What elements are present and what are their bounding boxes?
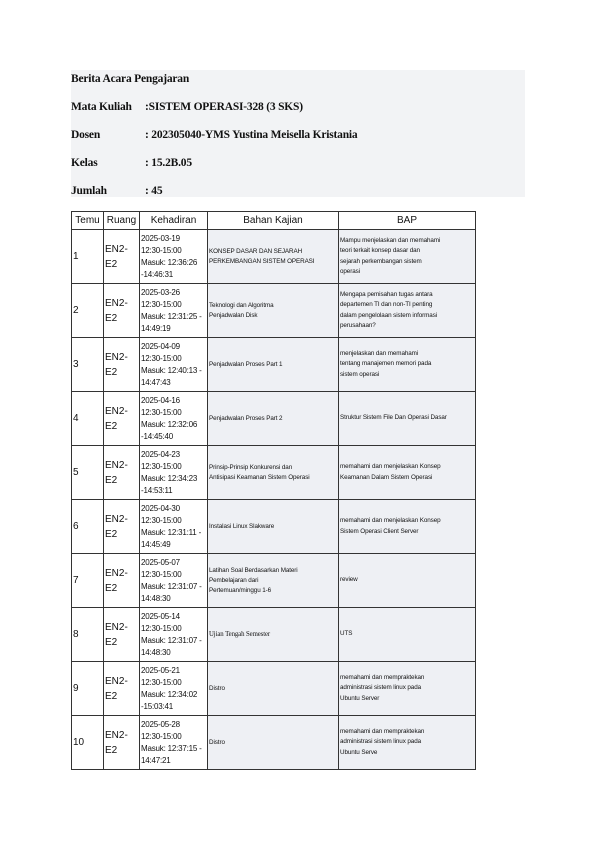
- cell-line: 2025-04-23: [141, 449, 180, 459]
- col-header-kehadiran: Kehadiran: [140, 212, 208, 230]
- cell-bap: [339, 338, 476, 392]
- cell-line: memahami dan menjelaskan Konsep: [340, 517, 441, 525]
- table-row: [72, 446, 476, 500]
- cell-line: perusahaan?: [340, 321, 376, 329]
- cell-line: Masuk: 12:31:07 -: [141, 635, 202, 645]
- cell-line: 12:30-15:00: [141, 569, 182, 579]
- cell-line: 2025-03-26: [141, 287, 180, 297]
- cell-line: Distro: [209, 684, 225, 692]
- cell-line: Antisipasi Keamanan Sistem Operasi: [209, 473, 310, 481]
- cell-bap: [339, 662, 476, 716]
- cell-line: -15:03:41: [141, 701, 174, 711]
- field-kelas: [71, 156, 192, 170]
- cell-line: Ubuntu Serve: [340, 748, 378, 756]
- field-label: Mata Kuliah: [71, 101, 132, 113]
- cell-line: Mengapa pemisahan tugas antara: [340, 290, 433, 298]
- cell-line: KONSEP DASAR DAN SEJARAH: [209, 247, 303, 255]
- cell-line: sejarah perkembangan sistem: [340, 257, 422, 265]
- table-row: [72, 392, 476, 446]
- cell-bap: [339, 554, 476, 608]
- cell-line: 2025-04-16: [141, 395, 180, 405]
- cell-bap: [339, 608, 476, 662]
- cell-ruang: EN2-E2: [104, 662, 140, 716]
- cell-line: administrasi sistem linux pada: [340, 738, 421, 746]
- cell-ruang: EN2-E2: [104, 284, 140, 338]
- cell-line: 2025-04-30: [141, 503, 180, 513]
- cell-line: 2025-05-28: [141, 719, 180, 729]
- cell-line: 12:30-15:00: [141, 461, 182, 471]
- cell-temu: 10: [72, 716, 104, 770]
- cell-line: Prinsip-Prinsip Konkurensi dan: [209, 463, 293, 471]
- cell-line: 12:30-15:00: [141, 407, 182, 417]
- cell-temu: 7: [72, 554, 104, 608]
- cell-line: PERKEMBANGAN SISTEM OPERASI: [209, 257, 315, 265]
- cell-bahan-kajian: [208, 554, 339, 608]
- cell-line: Ubuntu Server: [340, 694, 380, 702]
- cell-temu: 1: [72, 230, 104, 284]
- cell-line: Latihan Soal Berdasarkan Materi: [209, 566, 298, 574]
- cell-line: Sistem Operasi Client Server: [340, 527, 419, 535]
- cell-line: 12:30-15:00: [141, 731, 182, 741]
- cell-line: -14:46:31: [141, 269, 174, 279]
- cell-line: Pembelajaran dari: [209, 576, 259, 584]
- cell-temu: 5: [72, 446, 104, 500]
- cell-line: Masuk: 12:32:06: [141, 419, 198, 429]
- cell-temu: 8: [72, 608, 104, 662]
- cell-line: 2025-05-07: [141, 557, 180, 567]
- cell-bahan-kajian: [208, 230, 339, 284]
- table-row: [72, 662, 476, 716]
- field-dosen: [71, 128, 357, 142]
- cell-ruang: EN2-E2: [104, 338, 140, 392]
- cell-ruang: EN2-E2: [104, 716, 140, 770]
- cell-line: -14:45:40: [141, 431, 174, 441]
- cell-line: 14:47:21: [141, 755, 171, 765]
- cell-line: Penjadwalan Proses Part 2: [209, 414, 283, 422]
- cell-line: 12:30-15:00: [141, 515, 182, 525]
- cell-ruang: EN2-E2: [104, 608, 140, 662]
- field-jumlah: [71, 184, 162, 198]
- field-label: Kelas: [71, 157, 98, 169]
- cell-line: review: [340, 576, 358, 584]
- cell-bap: [339, 392, 476, 446]
- title-text: Berita Acara Pengajaran: [71, 73, 190, 85]
- cell-bahan-kajian: [208, 284, 339, 338]
- cell-line: Masuk: 12:40:13 -: [141, 365, 202, 375]
- cell-line: Masuk: 12:31:25 -: [141, 311, 202, 321]
- cell-line: Masuk: 12:31:11 -: [141, 527, 202, 537]
- col-header-bahan-kajian: Bahan Kajian: [208, 212, 339, 230]
- cell-kehadiran: [140, 446, 208, 500]
- col-header-ruang: Ruang: [104, 212, 140, 230]
- cell-line: 12:30-15:00: [141, 245, 182, 255]
- cell-temu: 4: [72, 392, 104, 446]
- cell-temu: 6: [72, 500, 104, 554]
- table-row: [72, 284, 476, 338]
- cell-line: teori terkait konsep dasar dan: [340, 247, 420, 255]
- cell-temu: 2: [72, 284, 104, 338]
- cell-line: administrasi sistem linux pada: [340, 684, 421, 692]
- cell-line: 12:30-15:00: [141, 353, 182, 363]
- table-row: [72, 608, 476, 662]
- col-header-temu: Temu: [72, 212, 104, 230]
- cell-line: Penjadwalan Disk: [209, 311, 258, 319]
- cell-line: 2025-04-09: [141, 341, 180, 351]
- cell-bahan-kajian: [208, 338, 339, 392]
- table-row: [72, 338, 476, 392]
- cell-kehadiran: [140, 554, 208, 608]
- cell-line: 14:48:30: [141, 593, 171, 603]
- col-header-bap: BAP: [339, 212, 476, 230]
- cell-line: Masuk: 12:34:02: [141, 689, 198, 699]
- document-title: [71, 72, 189, 86]
- attendance-table: [71, 211, 476, 770]
- cell-ruang: EN2-E2: [104, 554, 140, 608]
- cell-bap: [339, 284, 476, 338]
- cell-bahan-kajian: [208, 716, 339, 770]
- field-value: :SISTEM OPERASI-328 (3 SKS): [145, 101, 303, 113]
- cell-ruang: EN2-E2: [104, 392, 140, 446]
- cell-line: 14:48:30: [141, 647, 171, 657]
- cell-line: Masuk: 12:31:07 -: [141, 581, 202, 591]
- cell-line: -14:53:11: [141, 485, 173, 495]
- cell-kehadiran: [140, 230, 208, 284]
- cell-bahan-kajian: [208, 392, 339, 446]
- field-label: Jumlah: [71, 185, 107, 197]
- cell-line: 2025-03-19: [141, 233, 180, 243]
- cell-kehadiran: [140, 716, 208, 770]
- cell-kehadiran: [140, 392, 208, 446]
- cell-line: UTS: [340, 630, 353, 638]
- field-mata-kuliah: [71, 100, 303, 114]
- cell-line: tentang manajemen memori pada: [340, 360, 432, 368]
- cell-kehadiran: [140, 608, 208, 662]
- cell-line: 2025-05-21: [141, 665, 180, 675]
- table-row: [72, 230, 476, 284]
- cell-temu: 3: [72, 338, 104, 392]
- cell-line: Ujian Tengah Semester: [209, 630, 271, 638]
- table-row: [72, 716, 476, 770]
- cell-line: Pertemuan/minggu 1-6: [209, 586, 272, 594]
- cell-line: 12:30-15:00: [141, 299, 182, 309]
- cell-line: dalam pengelolaan sistem informasi: [340, 311, 438, 319]
- cell-bap: [339, 716, 476, 770]
- cell-line: memahami dan mempraktekan: [340, 673, 425, 681]
- cell-bahan-kajian: [208, 446, 339, 500]
- field-value: : 15.2B.05: [145, 157, 192, 169]
- table-header-row: [72, 212, 476, 230]
- cell-kehadiran: [140, 662, 208, 716]
- cell-kehadiran: [140, 284, 208, 338]
- cell-bahan-kajian: [208, 608, 339, 662]
- cell-line: 12:30-15:00: [141, 677, 182, 687]
- cell-line: Penjadwalan Proses Part 1: [209, 360, 283, 368]
- cell-ruang: EN2-E2: [104, 500, 140, 554]
- table-row: [72, 500, 476, 554]
- cell-line: Keamanan Dalam Sistem Operasi: [340, 473, 433, 481]
- course-info-block: [71, 70, 525, 197]
- cell-line: departemen TI dan non-TI penting: [340, 301, 433, 309]
- cell-bap: [339, 446, 476, 500]
- cell-kehadiran: [140, 500, 208, 554]
- cell-line: memahami dan mempraktekan: [340, 727, 425, 735]
- field-value: : 45: [145, 185, 163, 197]
- cell-line: Struktur Sistem File Dan Operasi Dasar: [340, 414, 447, 422]
- cell-line: 14:47:43: [141, 377, 171, 387]
- cell-line: operasi: [340, 267, 360, 275]
- cell-line: 12:30-15:00: [141, 623, 182, 633]
- cell-line: sistem operasi: [340, 370, 380, 378]
- cell-line: 2025-05-14: [141, 611, 180, 621]
- cell-line: 14:45:49: [141, 539, 171, 549]
- field-label: Dosen: [71, 129, 101, 141]
- cell-line: Mampu menjelaskan dan memahami: [340, 236, 441, 244]
- cell-line: Teknologi dan Algoritma: [209, 301, 274, 309]
- field-value: : 202305040-YMS Yustina Meisella Kristania: [145, 129, 358, 141]
- cell-bap: [339, 230, 476, 284]
- cell-bahan-kajian: [208, 662, 339, 716]
- cell-line: Instalasi Linux Slakware: [209, 522, 275, 530]
- cell-temu: 9: [72, 662, 104, 716]
- cell-line: Masuk: 12:34:23: [141, 473, 198, 483]
- table-row: [72, 554, 476, 608]
- cell-ruang: EN2-E2: [104, 230, 140, 284]
- cell-ruang: EN2-E2: [104, 446, 140, 500]
- cell-line: Masuk: 12:37:15 -: [141, 743, 202, 753]
- cell-bahan-kajian: [208, 500, 339, 554]
- cell-line: 14:49:19: [141, 323, 171, 333]
- cell-line: Masuk: 12:36:26: [141, 257, 198, 267]
- cell-line: menjelaskan dan memahami: [340, 349, 419, 357]
- cell-kehadiran: [140, 338, 208, 392]
- cell-line: Distro: [209, 738, 225, 746]
- cell-line: memahami dan menjelaskan Konsep: [340, 463, 441, 471]
- cell-bap: [339, 500, 476, 554]
